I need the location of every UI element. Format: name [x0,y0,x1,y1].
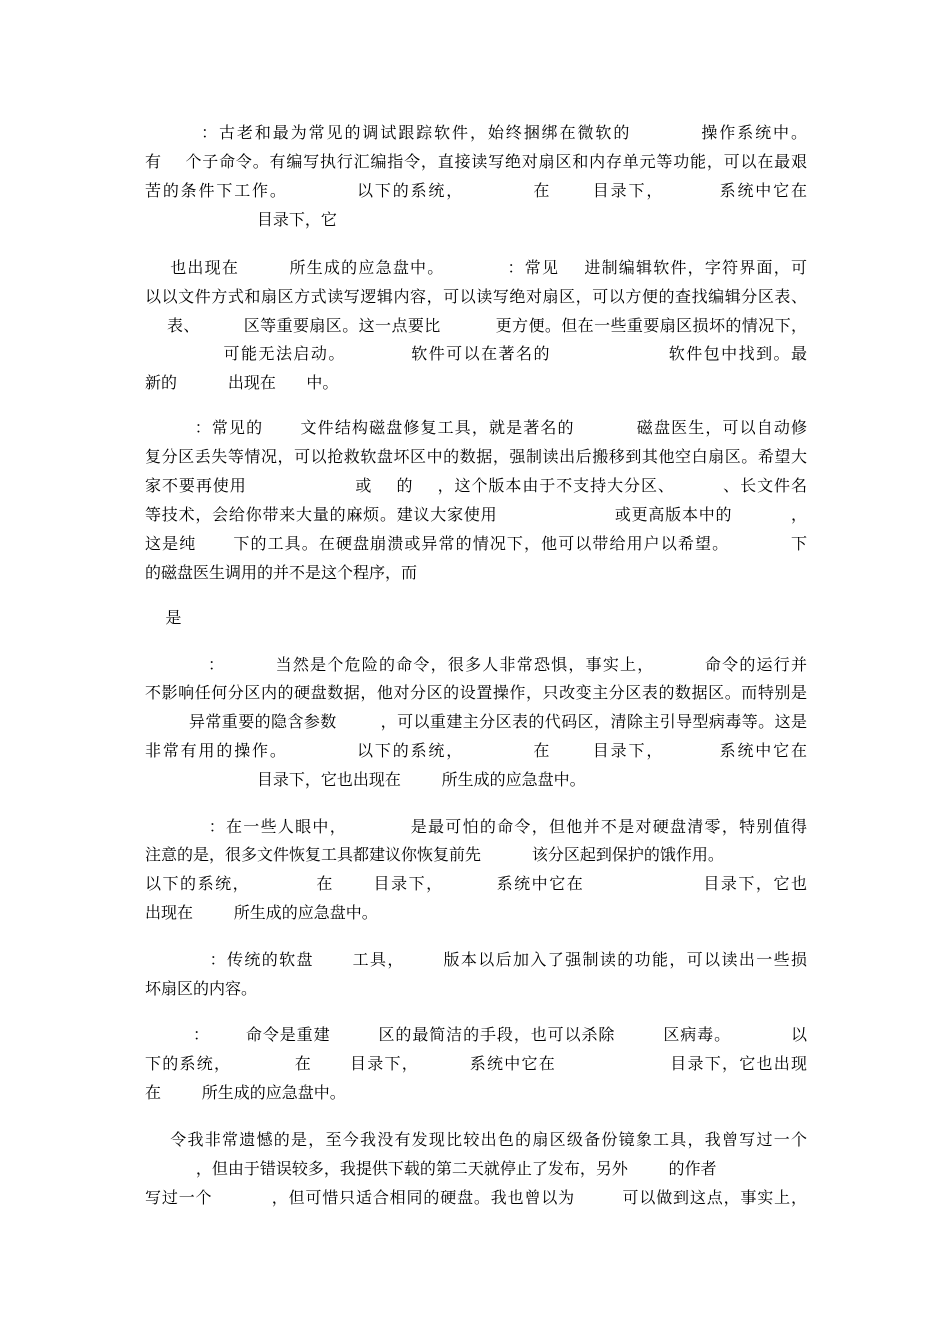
text-line: 的磁盘医生调用的并不是这个程序，而 [145,563,418,582]
text-line: 非常有用的操作。 以下的系统， 在 目录下， 系统中它在 [145,741,807,760]
text-line: 不影响任何分区内的硬盘数据，他对分区的设置操作，只改变主分区表的数据区。而特别是 [145,683,807,702]
text-line: 出现在 所生成的应急盘中。 [145,903,378,922]
text-line: ：在一些人眼中， 是最可怕的命令，但他并不是对硬盘清零，特别值得 [145,817,807,836]
text-line: 坏扇区的内容。 [145,979,258,998]
text-line: ，但由于错误较多，我提供下载的第二天就停止了发布，另外 的作者 [145,1159,717,1178]
text-line: 注意的是，很多文件恢复工具都建议你恢复前先 该分区起到保护的饿作用。 [145,845,724,864]
text-line: 复分区丢失等情况，可以抢救软盘坏区中的数据，强制读出后搬移到其他空白扇区。希望大 [145,447,807,466]
text-line: 新的 出现在 中。 [145,373,339,392]
text-line: 异常重要的隐含参数 ，可以重建主分区表的代码区，清除主引导型病毒等。这是 [145,712,807,731]
text-line: ：传统的软盘 工具， 版本以后加入了强制读的功能，可以读出一些损 [145,950,807,969]
text-line: 以以文件方式和扇区方式读写逻辑内容，可以读写绝对扇区，可以方便的查找编辑分区表、 [145,287,807,306]
text-line: 等技术，会给你带来大量的麻烦。建议大家使用 或更高版本中的 ， [145,505,807,524]
text-line: 表、 区等重要扇区。这一点要比 更方便。但在一些重要扇区损坏的情况下， [145,316,807,335]
text-line: 令我非常遗憾的是，至今我没有发现比较出色的扇区级备份镜象工具，我曾写过一个 [145,1130,807,1149]
text-line: 可能无法启动。 软件可以在著名的 软件包中找到。最 [145,344,807,363]
text-line: ： 命令是重建 区的最简洁的手段，也可以杀除 区病毒。 以 [145,1025,807,1044]
text-line: 这是纯 下的工具。在硬盘崩溃或异常的情况下，他可以带给用户以希望。 下 [145,534,807,553]
text-line: 有 个子命令。有编写执行汇编指令，直接读写绝对扇区和内存单元等功能，可以在最艰 [145,152,807,171]
text-line: 目录下，它也出现在 所生成的应急盘中。 [145,770,586,789]
text-line: ：常见的 文件结构磁盘修复工具，就是著名的 磁盘医生，可以自动修 [145,418,807,437]
text-line: 苦的条件下工作。 以下的系统， 在 目录下， 系统中它在 [145,181,807,200]
text-line: ：古老和最为常见的调试跟踪软件，始终捆绑在微软的 操作系统中。 [145,123,807,142]
text-line: 是 [145,608,182,627]
text-line: 家不要再使用 或 的 ，这个版本由于不支持大分区、 、长文件名 [145,476,807,495]
text-line: 写过一个 ，但可惜只适合相同的硬盘。我也曾以为 可以做到这点，事实上， [145,1188,807,1207]
text-line: 以下的系统， 在 目录下， 系统中它在 目录下，它也 [145,874,807,893]
text-line: 目录下，它 [145,210,337,229]
text-line: ： 当然是个危险的命令，很多人非常恐惧，事实上， 命令的运行并 [145,655,807,674]
text-line: 下的系统， 在 目录下， 系统中它在 目录下，它也出现 [145,1054,807,1073]
text-line: 在 所生成的应急盘中。 [145,1083,346,1102]
text-line: 也出现在 所生成的应急盘中。 ：常见 进制编辑软件，字符界面，可 [145,258,807,277]
